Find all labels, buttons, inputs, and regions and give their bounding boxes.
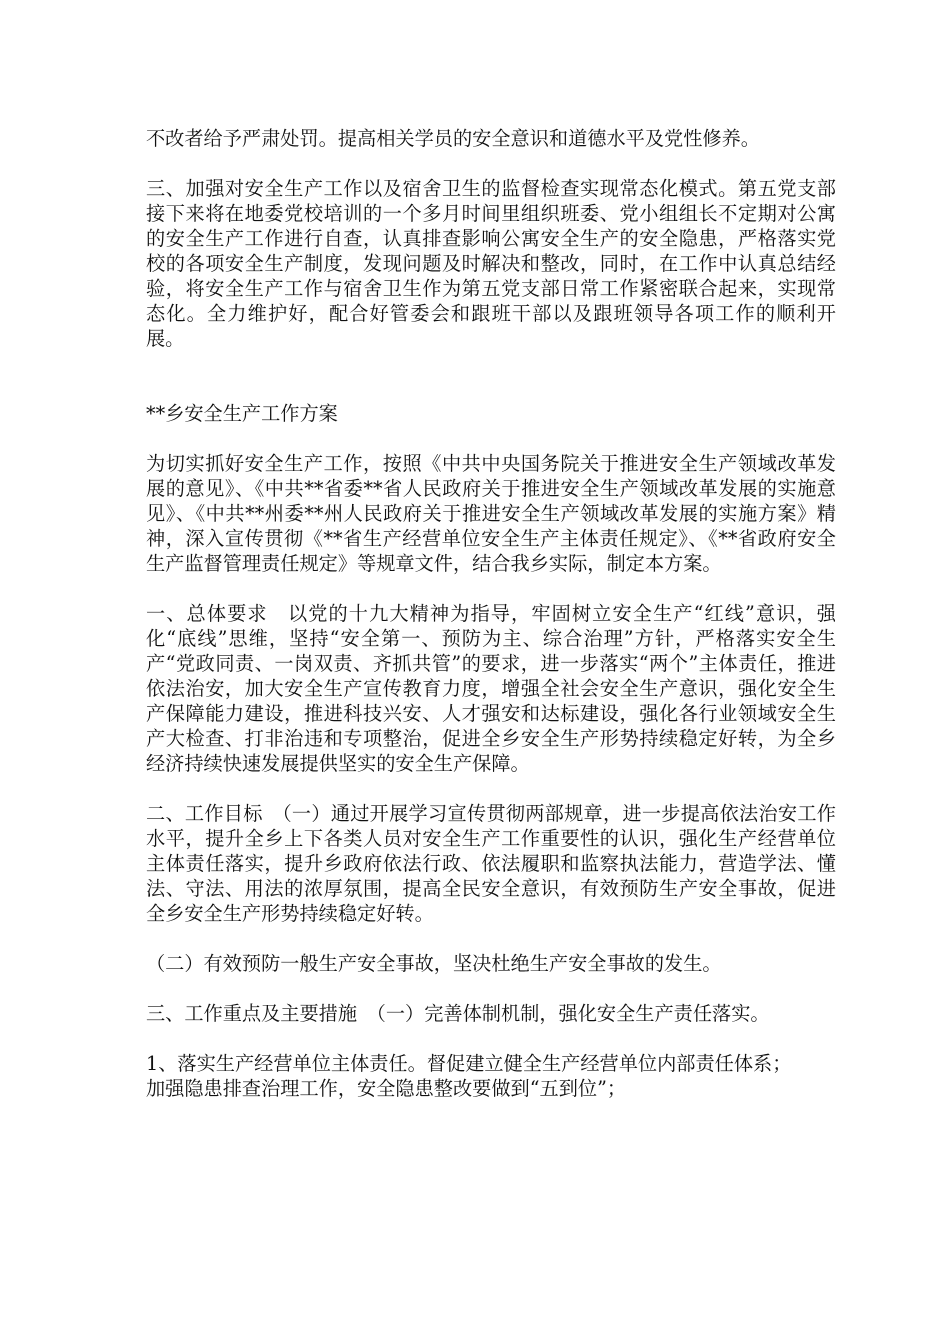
paragraph-goal-two: （二）有效预防一般生产安全事故，坚决杜绝生产安全事故的发生。	[146, 952, 722, 975]
paragraph-main-responsibility: 1、落实生产经营单位主体责任。督促建立健全生产经营单位内部责任体系；	[146, 1052, 792, 1075]
paragraph-supervision: 三、加强对安全生产工作以及宿舍卫生的监督检查实现常态化模式。第五党支部接下来将在地委党校培训的一个多月时间里组织班委、党小组组长不定期对公寓的安全生产工作进行自查，认真排查影响公寓安全生产的安全隐患，严格落实党校的各项安全生产制度，发现问题及时解决和整改，同时，在工作中认真总结经验，将安全生产工作与宿舍卫生作为第五党支部日常工作紧密联合起来，实现常态化。全力维护好，配合好管委会和跟班干部以及跟班领导各项工作的顺利开展。	[146, 177, 836, 350]
paragraph-work-goals: 二、工作目标 （一）通过开展学习宣传贯彻两部规章，进一步提高依法治安工作水平，提升全乡上下各类人员对安全生产工作重要性的认识，强化生产经营单位主体责任落实，提升乡政府依法行政、依法履职和监察执法能力，营造学法、懂法、守法、用法的浓厚氛围，提高全民安全意识，有效预防生产安全事故，促进全乡安全生产形势持续稳定好转。	[146, 802, 836, 925]
paragraph-hazard-rectification: 加强隐患排查治理工作，安全隐患整改要做到“五到位”；	[146, 1077, 627, 1100]
document-title: **乡安全生产工作方案	[146, 402, 338, 425]
document-page	[146, 126, 836, 1101]
paragraph-general-requirements: 一、总体要求 以党的十九大精神为指导，牢固树立安全生产“红线”意识，强化“底线”思维，坚持“安全第一、预防为主、综合治理”方针，严格落实安全生产“党政同责、一岗双责、齐抓共管”的要求，进一步落实“两个”主体责任，推进依法治安，加大安全生产宣传教育力度，增强全社会安全生产意识，强化安全生产保障能力建设，推进科技兴安、人才强安和达标建设，强化各行业领域安全生产大检查、打非治违和专项整治，促进全乡安全生产形势持续稳定好转，为全乡经济持续快速发展提供坚实的安全生产保障。	[146, 602, 836, 775]
paragraph-penalty: 不改者给予严肃处罚。提高相关学员的安全意识和道德水平及党性修养。	[146, 127, 760, 150]
paragraph-intro: 为切实抓好安全生产工作，按照《中共中央国务院关于推进安全生产领域改革发展的意见》、《中共**省委**省人民政府关于推进安全生产领域改革发展的实施意见》、《中共**州委**州人民政府关于推进安全生产领域改革发展的实施方案》精神，深入宣传贯彻《**省生产经营单位安全生产主体责任规定》、《**省政府安全生产监督管理责任规定》等规章文件，结合我乡实际，制定本方案。	[146, 452, 836, 575]
paragraph-key-measures: 三、工作重点及主要措施 （一）完善体制机制，强化安全生产责任落实。	[146, 1002, 770, 1025]
